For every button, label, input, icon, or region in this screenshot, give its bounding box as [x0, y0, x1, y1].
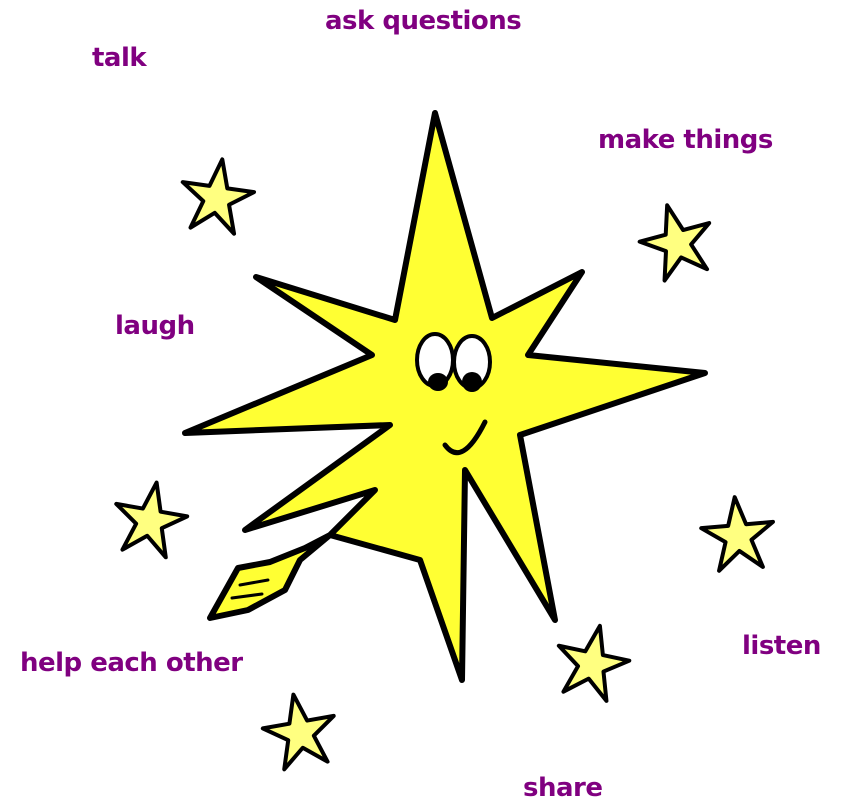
- word-listen: listen: [742, 631, 821, 661]
- main-star: [185, 113, 705, 680]
- small-star-4: [699, 494, 777, 572]
- right-pupil: [462, 372, 482, 392]
- word-laugh: laugh: [115, 311, 195, 341]
- small-star-6: [258, 688, 341, 771]
- small-star-5: [550, 618, 635, 703]
- small-star-2: [632, 196, 720, 284]
- left-pupil: [428, 373, 448, 391]
- small-star-1: [177, 154, 258, 235]
- word-make-things: make things: [598, 125, 773, 155]
- word-share: share: [523, 773, 603, 803]
- word-talk: talk: [92, 43, 147, 73]
- word-help-each-other: help each other: [20, 648, 243, 678]
- small-star-3: [109, 476, 192, 559]
- word-ask-questions: ask questions: [325, 6, 522, 36]
